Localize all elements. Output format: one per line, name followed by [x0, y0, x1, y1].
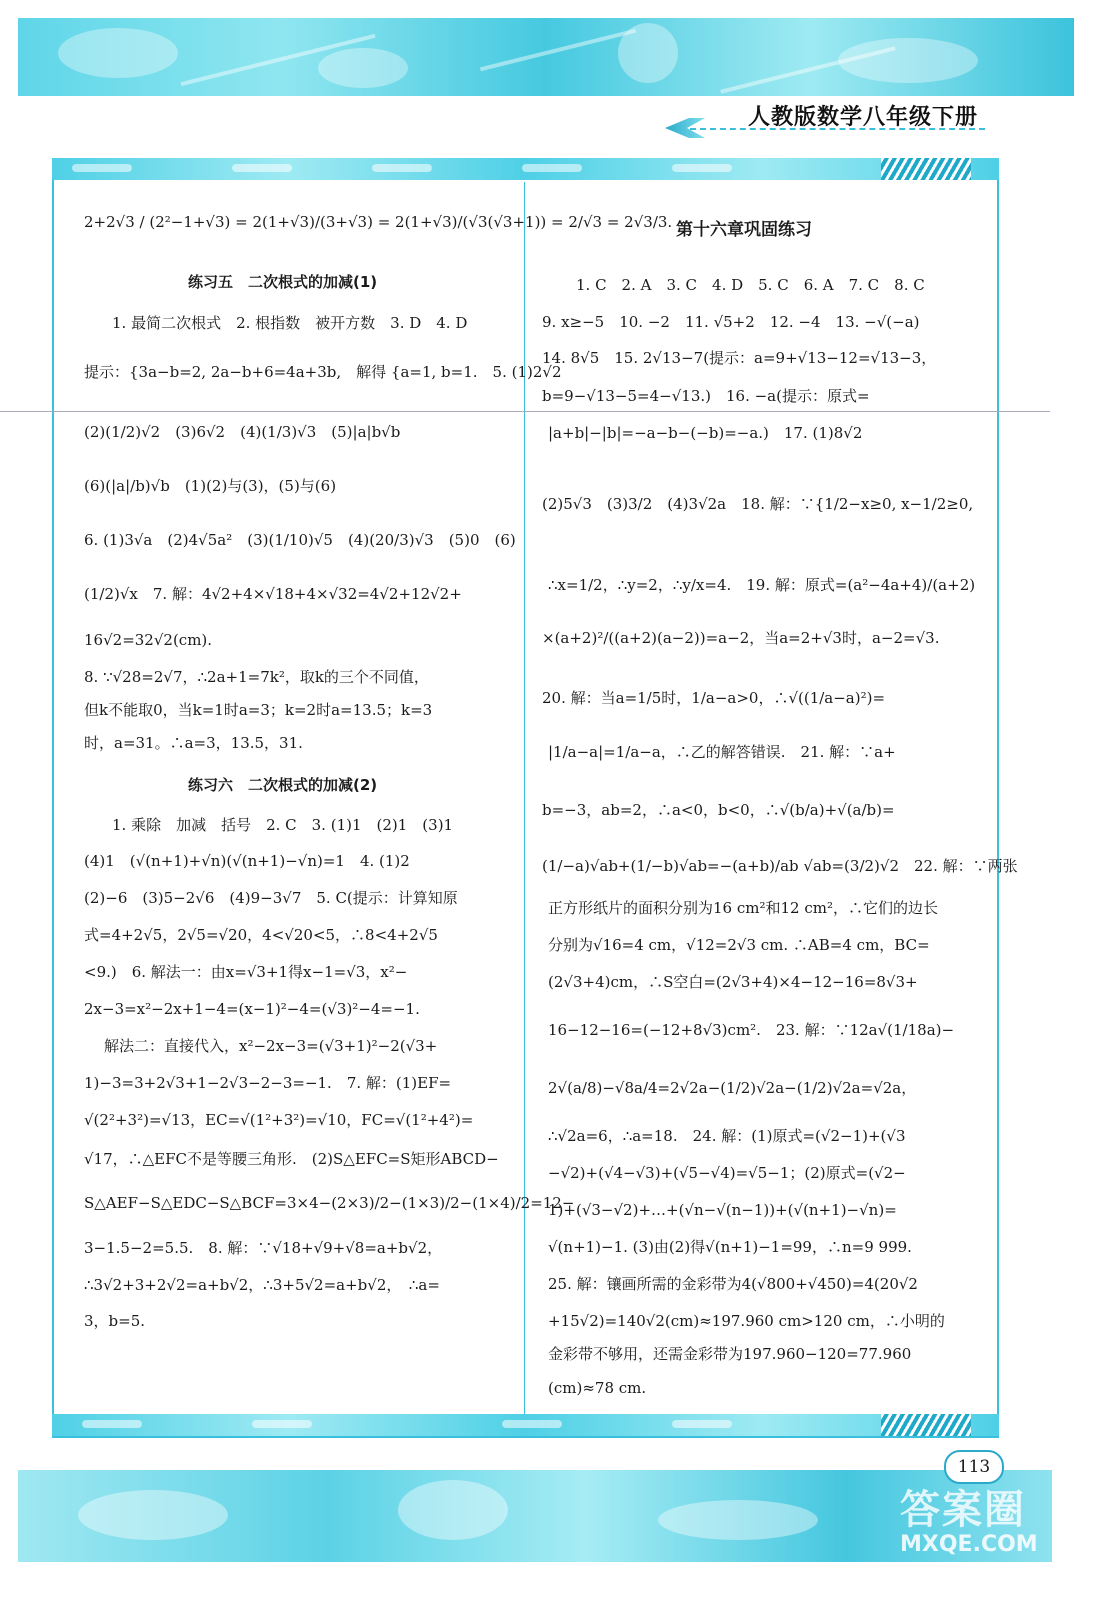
right-line-15: 分别为√16=4 cm，√12=2√3 cm. ∴AB=4 cm，BC=	[548, 936, 930, 954]
left-line-25: 3−1.5−2=5.5. 8. 解：∵√18+√9+√8=a+b√2，	[84, 1239, 443, 1257]
scan-line	[0, 411, 1050, 412]
right-line-6: |a+b|−|b|=−a−b−(−b)=−a.) 17. (1)8√2	[548, 424, 863, 442]
right-line-22: √(n+1)−1. (3)由(2)得√(n+1)−1=99，∴n=9 999.	[548, 1238, 912, 1256]
bottom-frame-bar	[52, 1414, 999, 1436]
right-line-21: 1)+(√3−√2)+…+(√n−√(n−1))+(√(n+1)−√n)=	[548, 1201, 897, 1219]
book-title: 人教版数学八年级下册	[747, 104, 978, 130]
watermark-logo: 答案圈	[900, 1487, 1026, 1533]
right-line-10: 20. 解：当a=1/5时，1/a−a>0，∴√((1/a−a)²)=	[542, 689, 886, 707]
right-line-18: 2√(a/8)−√8a/4=2√2a−(1/2)√2a−(1/2)√2a=√2a，	[548, 1079, 917, 1097]
bottom-banner-decoration	[18, 1470, 1052, 1562]
right-line-3: 9. x≥−5 10. −2 11. √5+2 12. −4 13. −√(−a)	[542, 313, 920, 331]
right-line-12: b=−3，ab=2，∴a<0，b<0，∴√(b/a)+√(a/b)=	[542, 801, 895, 819]
right-line-17: 16−12−16=(−12+8√3)cm². 23. 解：∵12a√(1/18a)−	[548, 1021, 955, 1039]
left-line-18: <9.) 6. 解法一：由x=√3+1得x−1=√3，x²−	[84, 963, 408, 981]
left-line-14: 1. 乘除 加减 括号 2. C 3. (1)1 (2)1 (3)1	[112, 816, 454, 834]
left-line-20: 解法二：直接代入，x²−2x−3=(√3+1)²−2(√3+	[104, 1037, 438, 1055]
right-line-8: ∴x=1/2，∴y=2，∴y/x=4. 19. 解：原式=(a²−4a+4)/(a+2)	[548, 576, 976, 594]
left-line-8: (1/2)√x 7. 解：4√2+4×√18+4×√32=4√2+12√2+	[84, 585, 462, 603]
left-line-10: 8. ∵√28=2√7，∴2a+1=7k²，取k的三个不同值，	[84, 668, 429, 686]
left-line-24: S△AEF−S△EDC−S△BCF=3×4−(2×3)/2−(1×3)/2−(1×4)/2=12−	[84, 1194, 575, 1212]
left-line-17: 式=4+2√5，2√5=√20，4<√20<5，∴8<4+2√5	[84, 926, 438, 944]
left-line-22: √(2²+3²)=√13，EC=√(1²+3²)=√10，FC=√(1²+4²)=	[84, 1111, 474, 1129]
left-line-12: 时，a=31。∴a=3，13.5，31.	[84, 734, 303, 752]
left-line-7: 6. (1)3√a (2)4√5a² (3)(1/10)√5 (4)(20/3)√3 (5)0 (6)	[84, 531, 516, 549]
left-line-6: (6)(|a|/b)√b (1)(2)与(3)，(5)与(6)	[84, 477, 337, 495]
title-divider	[690, 128, 985, 130]
watermark-url: MXQE.COM	[900, 1532, 1038, 1557]
right-line-26: (cm)≈78 cm.	[548, 1379, 647, 1397]
right-line-23: 25. 解：镶画所需的金彩带为4(√800+√450)=4(20√2	[548, 1275, 918, 1293]
right-line-16: (2√3+4)cm，∴S空白=(2√3+4)×4−12−16=8√3+	[548, 973, 918, 991]
left-line-9: 16√2=32√2(cm).	[84, 631, 213, 649]
chapter-heading: 第十六章巩固练习	[676, 220, 812, 240]
left-line-3: 1. 最简二次根式 2. 根指数 被开方数 3. D 4. D	[112, 314, 468, 332]
section-heading-ex6: 练习六 二次根式的加减(2)	[188, 776, 378, 794]
page-number: 113	[944, 1450, 1004, 1484]
left-line-27: 3，b=5.	[84, 1312, 146, 1330]
left-line-19: 2x−3=x²−2x+1−4=(x−1)²−4=(√3)²−4=−1.	[84, 1000, 420, 1018]
right-line-14: 正方形纸片的面积分别为16 cm²和12 cm²，∴它们的边长	[548, 899, 938, 917]
top-frame-bar	[52, 158, 999, 180]
right-line-9: ×(a+2)²/((a+2)(a−2))=a−2，当a=2+√3时，a−2=√3.	[542, 629, 940, 647]
left-line-23: √17，∴△EFC不是等腰三角形. (2)S△EFC=S矩形ABCD−	[84, 1150, 499, 1168]
left-line-16: (2)−6 (3)5−2√6 (4)9−3√7 5. C(提示：计算知原	[84, 889, 458, 907]
right-line-5: b=9−√13−5=4−√13.) 16. −a(提示：原式=	[542, 387, 870, 405]
right-line-19: ∴√2a=6，∴a=18. 24. 解：(1)原式=(√2−1)+(√3	[548, 1127, 906, 1145]
right-line-2: 1. C 2. A 3. C 4. D 5. C 6. A 7. C 8. C	[576, 276, 925, 294]
right-line-4: 14. 8√5 15. 2√13−7(提示：a=9+√13−12=√13−3，	[542, 349, 937, 367]
section-heading-ex5: 练习五 二次根式的加减(1)	[188, 273, 378, 291]
right-line-20: −√2)+(√4−√3)+(√5−√4)=√5−1；(2)原式=(√2−	[548, 1164, 906, 1182]
left-line-1: 2+2√3 / (2²−1+√3) = 2(1+√3)/(3+√3) = 2(1+√3)/(√3(√3+1)) = 2/√3 = 2√3/3.	[84, 213, 673, 231]
left-line-4: 提示：{3a−b=2, 2a−b+6=4a+3b, 解得 {a=1, b=1. 5. (1)2√2	[84, 363, 562, 381]
left-line-26: ∴3√2+3+2√2=a+b√2，∴3+5√2=a+b√2， ∴a=	[84, 1276, 440, 1294]
left-line-21: 1)−3=3+2√3+1−2√3−2−3=−1. 7. 解：(1)EF=	[84, 1074, 452, 1092]
left-line-15: (4)1 (√(n+1)+√n)(√(n+1)−√n)=1 4. (1)2	[84, 852, 410, 870]
right-line-7: (2)5√3 (3)3/2 (4)3√2a 18. 解：∵{1/2−x≥0, x−1/2≥0,	[542, 495, 974, 513]
left-line-11: 但k不能取0，当k=1时a=3；k=2时a=13.5；k=3	[84, 701, 433, 719]
right-line-11: |1/a−a|=1/a−a，∴乙的解答错误. 21. 解：∵a+	[548, 743, 896, 761]
top-banner-decoration	[18, 18, 1074, 96]
right-line-25: 金彩带不够用，还需金彩带为197.960−120=77.960	[548, 1345, 912, 1363]
right-line-13: (1/−a)√ab+(1/−b)√ab=−(a+b)/ab √ab=(3/2)√2 22. 解：∵两张	[542, 857, 1018, 875]
right-line-24: +15√2)=140√2(cm)≈197.960 cm>120 cm，∴小明的	[548, 1312, 945, 1330]
left-line-5: (2)(1/2)√2 (3)6√2 (4)(1/3)√3 (5)|a|b√b	[84, 423, 401, 441]
